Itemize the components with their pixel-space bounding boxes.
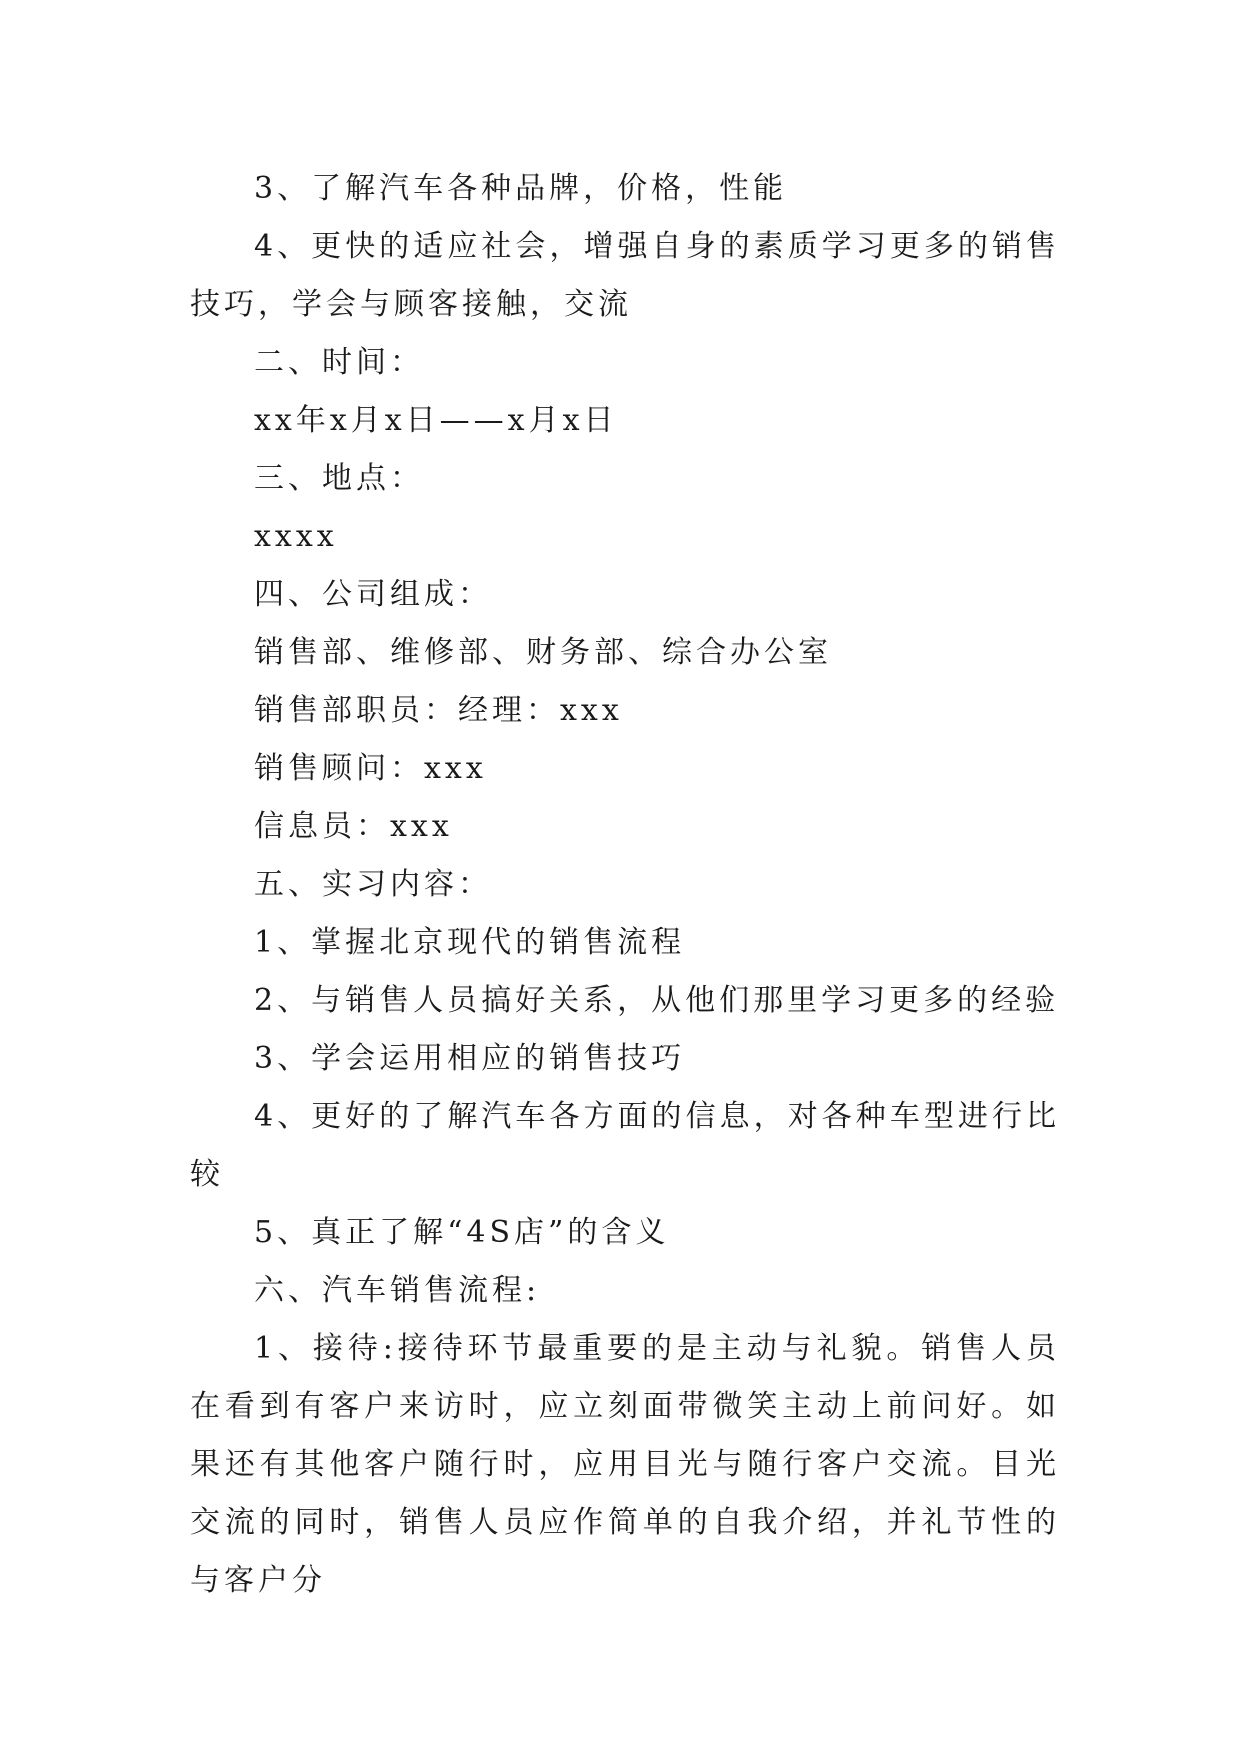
paragraph: 4、更快的适应社会，增强自身的素质学习更多的销售技巧，学会与顾客接触，交流	[190, 229, 1060, 322]
list-item: 2、与销售人员搞好关系，从他们那里学习更多的经验	[254, 983, 1060, 1018]
list-item: 4、更好的了解汽车各方面的信息，对各种车型进行比较	[190, 1099, 1060, 1192]
paragraph: 3、了解汽车各种品牌，价格，性能	[254, 171, 788, 206]
paragraph: 销售顾问：xxx	[254, 751, 487, 786]
paragraph: 销售部职员：经理：xxx	[254, 693, 623, 728]
list-item: 5、真正了解“4S店”的含义	[254, 1215, 670, 1250]
section-heading: 四、公司组成：	[254, 577, 492, 612]
paragraph: xx年x月x日——x月x日	[254, 403, 618, 438]
section-heading: 五、实习内容：	[254, 867, 492, 902]
paragraph: xxxx	[254, 519, 338, 554]
document-body	[190, 160, 1060, 1610]
section-heading: 六、汽车销售流程:	[254, 1273, 541, 1308]
section-heading: 二、时间：	[254, 345, 424, 380]
paragraph: 信息员：xxx	[254, 809, 453, 844]
list-item: 1、接待:接待环节最重要的是主动与礼貌。销售人员在看到有客户来访时，应立刻面带微笑主动上前问好。如果还有其他客户随行时，应用目光与随行客户交流。目光交流的同时，销售人员应作简单的自我介绍，并礼节性的与客户分	[190, 1331, 1060, 1598]
list-item: 1、掌握北京现代的销售流程	[254, 925, 686, 960]
list-item: 3、学会运用相应的销售技巧	[254, 1041, 686, 1076]
paragraph: 销售部、维修部、财务部、综合办公室	[254, 635, 832, 670]
section-heading: 三、地点：	[254, 461, 424, 496]
